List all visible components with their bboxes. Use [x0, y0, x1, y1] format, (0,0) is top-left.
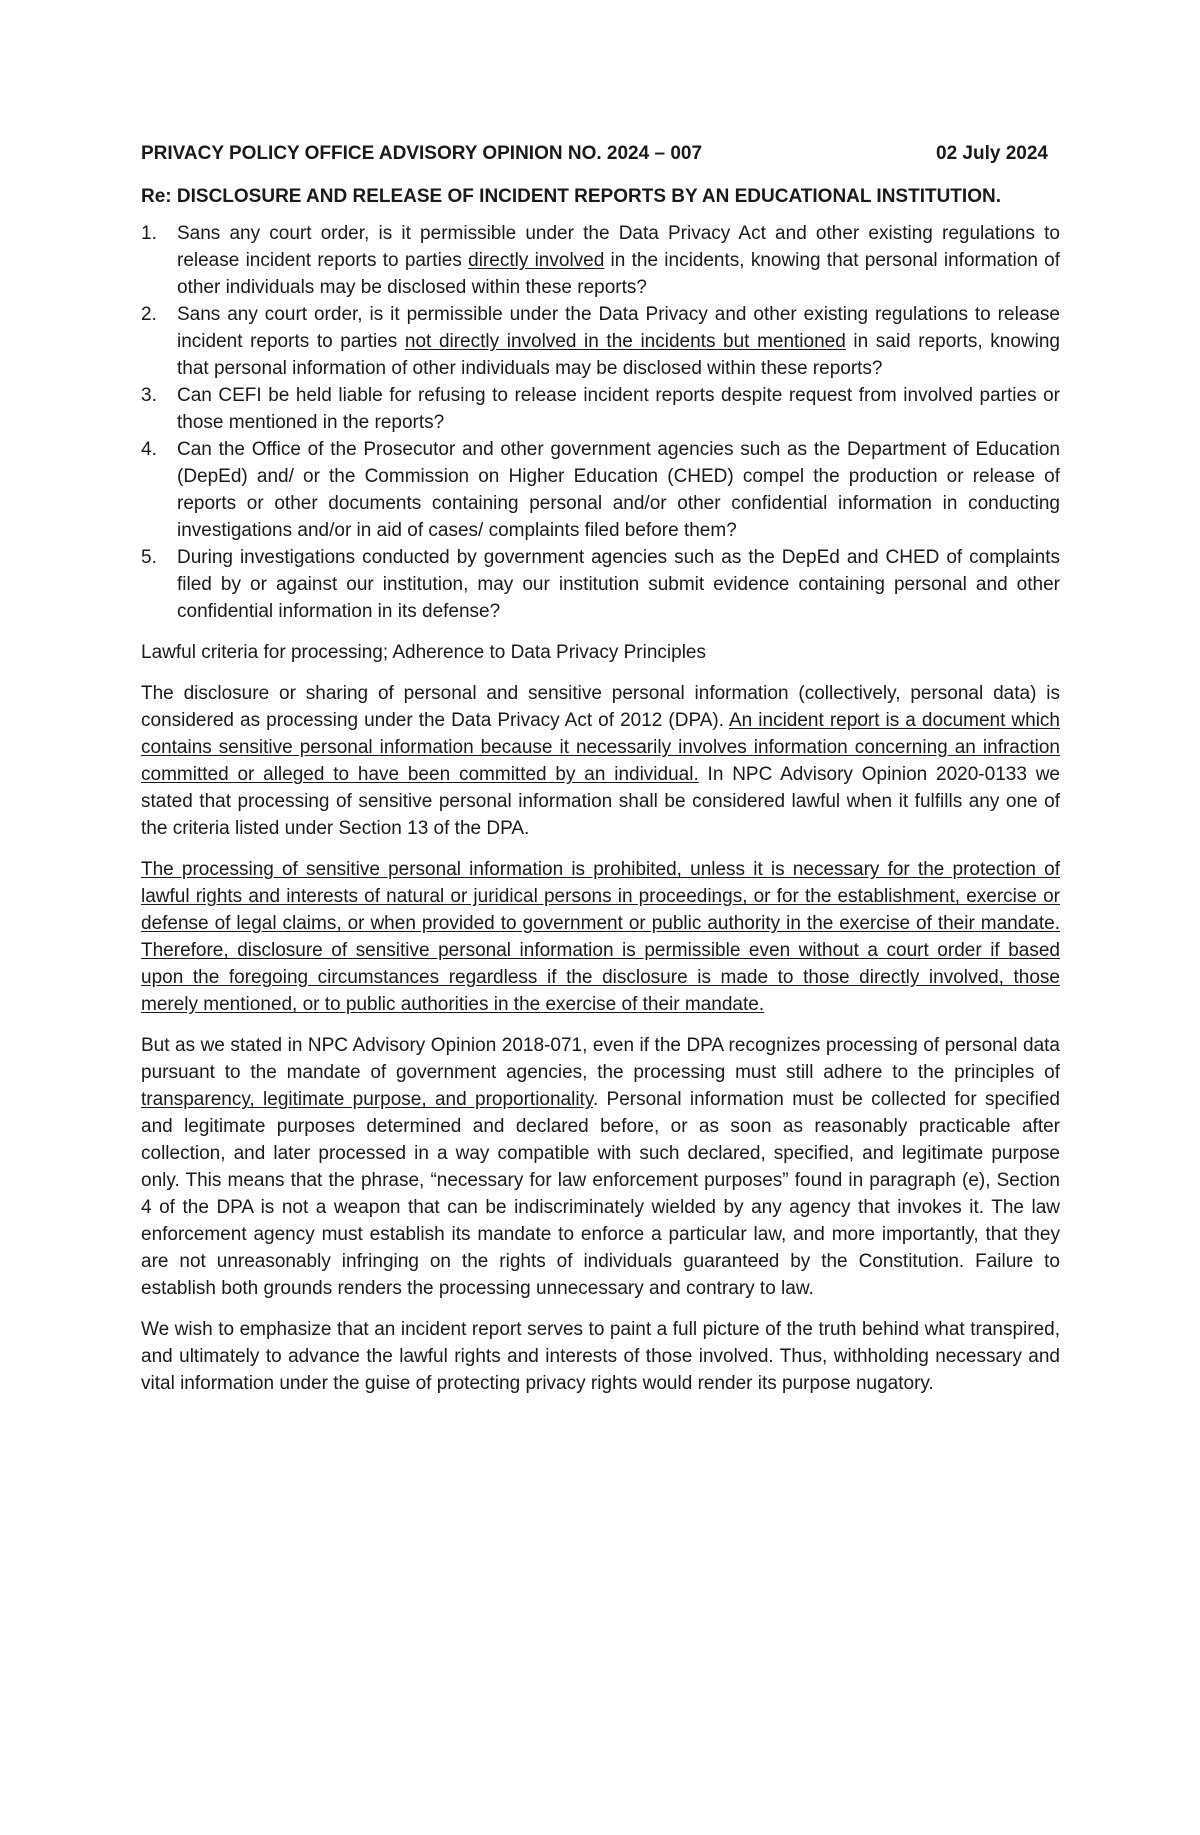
question-number: 1. — [141, 223, 157, 244]
subject-line: Re: DISCLOSURE AND RELEASE OF INCIDENT REPORTS BY AN EDUCATIONAL INSTITUTION. — [141, 186, 1001, 207]
paragraph-emphasis — [141, 1316, 1060, 1397]
paragraph-text: We wish to emphasize that an incident report serves to paint a full picture of the truth behind what transpired, and ultimately to advance the lawful rights and interests of those involved. Thus, withholding necessary and vital information under the guise of protecting privacy rights would render its purpose nugatory. — [141, 1319, 1060, 1394]
question-number: 3. — [141, 385, 157, 406]
document-header — [141, 140, 1060, 167]
paragraph-principles — [141, 1032, 1060, 1302]
questions-list — [141, 220, 1060, 625]
paragraph-text: The disclosure or sharing of personal and sensitive personal information (collectively, personal data) is considered as processing under the Data Privacy Act of 2012 (DPA). — [141, 683, 1060, 731]
question-text: During investigations conducted by government agencies such as the DepEd and CHED of complaints filed by or against our institution, may our institution submit evidence containing personal and other confidential information in its defense? — [177, 547, 1060, 622]
question-item — [141, 382, 1060, 436]
paragraph-text: In NPC Advisory Opinion 2020-0133 we stated that processing of sensitive personal information shall be considered lawful when it fulfills any one of the criteria listed under Section 13 of the DPA. — [141, 764, 1060, 839]
question-underlined-text: not directly involved in the incidents but mentioned — [404, 331, 846, 352]
question-text: in the incidents, knowing that personal information of other individuals may be disclosed within these reports? — [177, 250, 1060, 298]
document-body — [141, 140, 1060, 1397]
question-text: Can CEFI be held liable for refusing to release incident reports despite request from involved parties or those mentioned in the reports? — [177, 385, 1060, 433]
paragraph-sensitive-info — [141, 856, 1060, 1018]
paragraph-text: But as we stated in NPC Advisory Opinion 2018-071, even if the DPA recognizes processing of personal data pursuant to the mandate of government agencies, the processing must still adhere to the principles of — [141, 1035, 1060, 1083]
question-number: 4. — [141, 439, 157, 460]
paragraph-underlined-text: An incident report is a document which contains sensitive personal information because it necessarily involves information concerning an infraction committed or alleged to have been committed by an individual. — [141, 710, 1060, 785]
question-item — [141, 436, 1060, 544]
opinion-date: 02 July 2024 — [936, 143, 1048, 164]
question-text: in said reports, knowing that personal information of other individuals may be disclosed within these reports? — [177, 331, 1060, 379]
paragraph-processing-definition — [141, 680, 1060, 842]
paragraph-text: . Personal information must be collected for specified and legitimate purposes determined and declared before, or as soon as reasonably practicable after collection, and later processed in a way compatible with such declared, specified, and legitimate purpose only. This means that the phrase, “necessary for law enforcement purposes” found in paragraph (e), Section 4 of the DPA is not a weapon that can be indiscriminately wielded by any agency that invokes it. The law enforcement agency must establish its mandate to enforce a particular law, and more importantly, that they are not unreasonably infringing on the rights of individuals guaranteed by the Constitution. Failure to establish both grounds renders the processing unnecessary and contrary to law. — [141, 1089, 1060, 1299]
question-text: Sans any court order, is it permissible under the Data Privacy Act and other existing regulations to release incident reports to parties — [177, 223, 1060, 271]
question-item — [141, 544, 1060, 625]
question-number: 2. — [141, 304, 157, 325]
question-number: 5. — [141, 547, 157, 568]
question-underlined-text: directly involved — [468, 250, 605, 271]
question-item — [141, 220, 1060, 301]
opinion-title: PRIVACY POLICY OFFICE ADVISORY OPINION NO. 2024 – 007 — [141, 143, 703, 164]
question-text: Sans any court order, is it permissible under the Data Privacy and other existing regulations to release incident reports to parties — [177, 304, 1060, 352]
paragraph-underlined-text: The processing of sensitive personal information is prohibited, unless it is necessary for the protection of lawful rights and interests of natural or juridical persons in proceedings, or for the establishment, exercise or defense of legal claims, or when provided to government or public authority in the exercise of their mandate. Therefore, disclosure of sensitive personal information is permissible even without a court order if based upon the foregoing circumstances regardless if the disclosure is made to those directly involved, those merely mentioned, or to public authorities in the exercise of their mandate. — [141, 859, 1060, 1015]
paragraph-underlined-text: transparency, legitimate purpose, and proportionality — [141, 1089, 593, 1110]
question-text: Can the Office of the Prosecutor and other government agencies such as the Department of Education (DepEd) and/ or the Commission on Higher Education (CHED) compel the production or release of reports or other documents containing personal and/or other confidential information in conducting investigations and/or in aid of cases/ complaints filed before them? — [177, 439, 1060, 541]
question-item — [141, 301, 1060, 382]
section-heading: Lawful criteria for processing; Adherence to Data Privacy Principles — [141, 642, 706, 663]
